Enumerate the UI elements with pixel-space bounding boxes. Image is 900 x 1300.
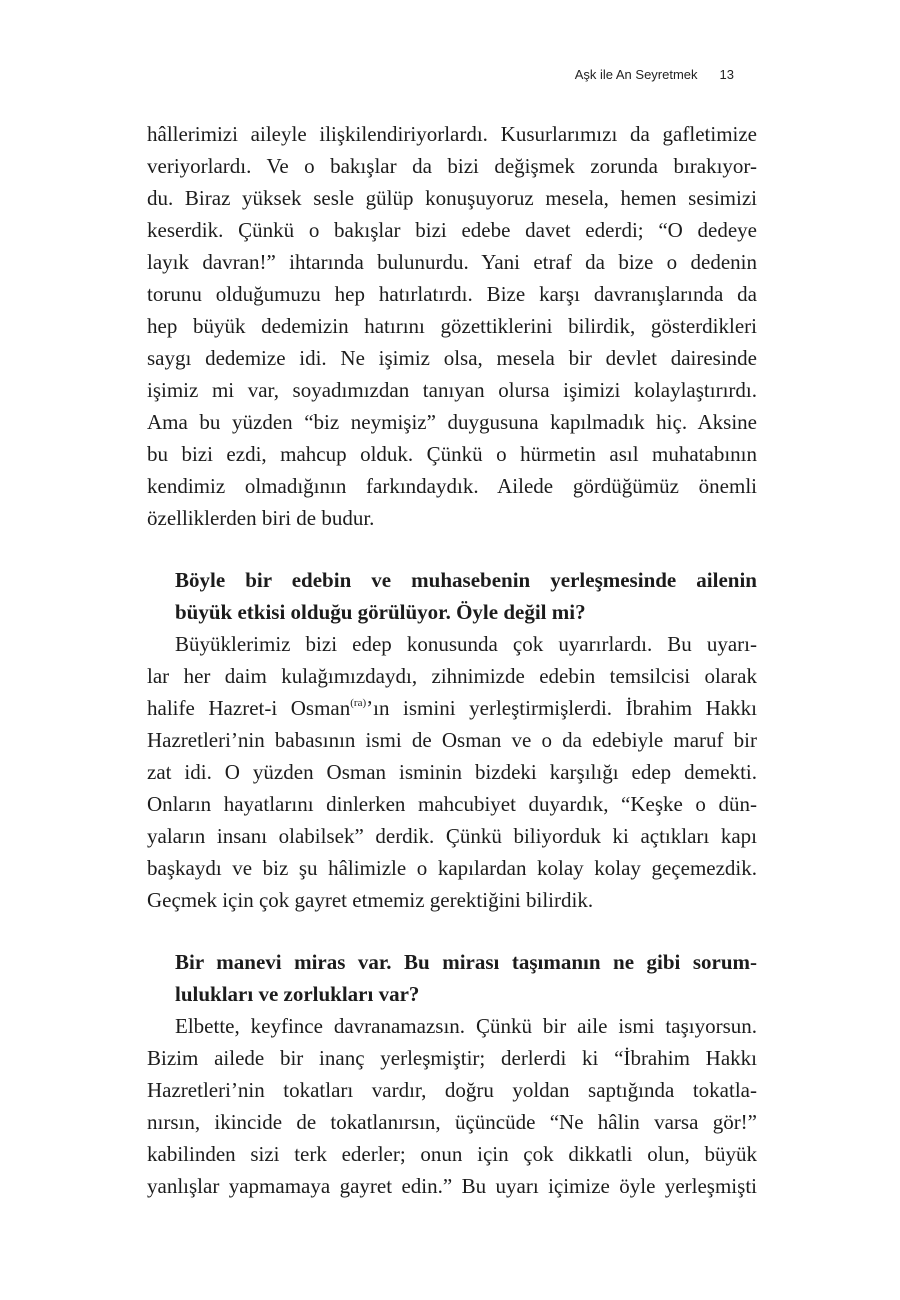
question-heading-2	[147, 946, 757, 1010]
question-line: büyük etkisi olduğu görülüyor. Öyle değil mi?	[175, 600, 586, 624]
text-line: Hazretleri’nin tokatları vardır, doğru yoldan saptığında tokatla-	[147, 1078, 757, 1102]
text-line: kendimiz olmadığının farkındaydık. Ailede gördüğümüz önemli	[147, 474, 757, 498]
page-body	[147, 118, 757, 1202]
paragraph-1	[147, 118, 757, 534]
text-line: Geçmek için çok gayret etmemiz gerektiğini bilirdik.	[147, 888, 594, 912]
text-line: Hazretleri’nin babasının ismi de Osman ve o da edebiyle maruf bir	[147, 728, 757, 752]
text-line: Elbette, keyfince davranamazsın. Çünkü bir aile ismi taşıyorsun.	[175, 1014, 757, 1038]
text-line: zat idi. O yüzden Osman isminin bizdeki karşılığı edep demekti.	[147, 760, 757, 784]
text-segment: ’ın ismini yerleştirmişlerdi. İbrahim Hakkı	[366, 696, 757, 720]
question-line: Böyle bir edebin ve muhasebenin yerleşmesinde ailenin	[175, 568, 757, 592]
answer-paragraph-2	[147, 1010, 757, 1202]
text-line: layık davran!” ihtarında bulunurdu. Yani etraf da bize o dedenin	[147, 250, 757, 274]
text-line: hâllerimizi aileyle ilişkilendiriyorlardı. Kusurlarımızı da gafletimize	[147, 122, 757, 146]
text-line: başkaydı ve biz şu hâlimizle o kapılardan kolay kolay geçemezdik.	[147, 856, 757, 880]
text-line: lar her daim kulağımızdaydı, zihnimizde edebin temsilcisi olarak	[147, 664, 757, 688]
question-line: Bir manevi miras var. Bu mirası taşımanın ne gibi sorum-	[175, 950, 757, 974]
text-line: özelliklerden biri de budur.	[147, 506, 375, 530]
text-line: torunu olduğumuzu hep hatırlatırdı. Bize karşı davranışlarında da	[147, 282, 757, 306]
text-line: yaların insanı olabilsek” derdik. Çünkü biliyorduk ki açtıkları kapı	[147, 824, 757, 848]
text-line: keserdik. Çünkü o bakışlar bizi edebe davet ederdi; “O dedeye	[147, 218, 757, 242]
text-line: bu bizi ezdi, mahcup olduk. Çünkü o hürmetin asıl muhatabının	[147, 442, 757, 466]
text-line: Ama bu yüzden “biz neymişiz” duygusuna kapılmadık hiç. Aksine	[147, 410, 757, 434]
text-line: yanlışlar yapmamaya gayret edin.” Bu uyarı içimize öyle yerleşmişti	[147, 1174, 757, 1198]
text-line: kabilinden sizi terk ederler; onun için çok dikkatli olun, büyük	[147, 1142, 757, 1166]
text-line: du. Biraz yüksek sesle gülüp konuşuyoruz mesela, hemen sesimizi	[147, 186, 757, 210]
text-line: Büyüklerimiz bizi edep konusunda çok uyarırlardı. Bu uyarı-	[175, 632, 757, 656]
text-line: nırsın, ikincide de tokatlanırsın, üçüncüde “Ne hâlin varsa gör!”	[147, 1110, 757, 1134]
text-line: işimiz mi var, soyadımızdan tanıyan olursa işimizi kolaylaştırırdı.	[147, 378, 757, 402]
text-line: Bizim ailede bir inanç yerleşmiştir; derlerdi ki “İbrahim Hakkı	[147, 1046, 757, 1070]
answer-paragraph-1	[147, 628, 757, 916]
text-line: saygı dedemize idi. Ne işimiz olsa, mesela bir devlet dairesinde	[147, 346, 757, 370]
text-segment: halife Hazret-i Osman	[147, 696, 351, 720]
text-line	[147, 692, 757, 724]
running-header	[575, 67, 734, 82]
text-line: Onların hayatlarını dinlerken mahcubiyet duyardık, “Keşke o dün-	[147, 792, 757, 816]
running-title: Aşk ile An Seyretmek	[574, 67, 698, 82]
page-number: 13	[719, 67, 734, 82]
text-line: hep büyük dedemizin hatırını gözettiklerini bilirdik, gösterdikleri	[147, 314, 757, 338]
text-line: veriyorlardı. Ve o bakışlar da bizi değişmek zorunda bırakıyor-	[147, 154, 757, 178]
honorific-superscript: (ra)	[350, 697, 367, 709]
question-line: lulukları ve zorlukları var?	[175, 982, 420, 1006]
question-heading-1	[147, 564, 757, 628]
